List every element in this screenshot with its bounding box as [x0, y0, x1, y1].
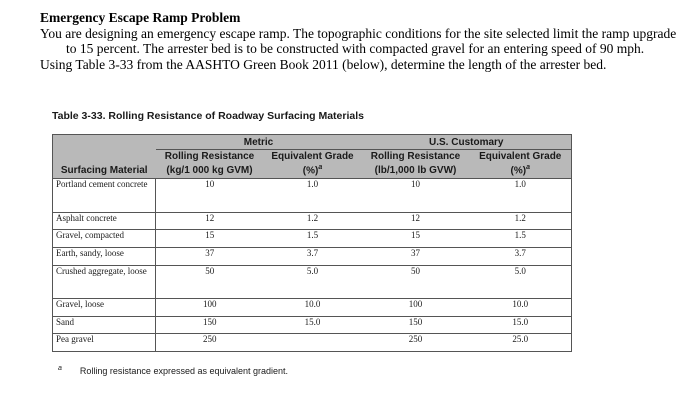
eg-metric-cell [264, 334, 362, 352]
rr-us-cell: 100 [362, 299, 470, 317]
rr-us-cell: 37 [362, 248, 470, 266]
material-cell: Earth, sandy, loose [53, 248, 156, 266]
header-rr-metric: Rolling Resistance [156, 150, 264, 163]
footnote-mark: a [58, 365, 62, 372]
table-row [53, 230, 572, 248]
rr-us-cell: 10 [362, 179, 470, 213]
eg-us-cell: 5.0 [470, 266, 572, 299]
rolling-resistance-table [52, 134, 572, 352]
eg-metric-cell: 1.2 [264, 213, 362, 230]
table-row [53, 248, 572, 266]
eg-us-unit-text: (%) [510, 165, 527, 177]
eg-metric-cell: 1.5 [264, 230, 362, 248]
eg-us-cell: 3.7 [470, 248, 572, 266]
rr-us-cell: 250 [362, 334, 470, 352]
material-cell: Asphalt concrete [53, 213, 156, 230]
rr-metric-cell: 15 [156, 230, 264, 248]
table-caption: Table 3-33. Rolling Resistance of Roadway Surfacing Materials [52, 110, 364, 122]
header-material: Surfacing Material [53, 163, 156, 179]
header-eg-metric: Equivalent Grade [264, 150, 362, 163]
rr-metric-cell: 10 [156, 179, 264, 213]
footnote-marker: a [318, 164, 323, 172]
table-row [53, 334, 572, 352]
eg-us-cell: 10.0 [470, 299, 572, 317]
eg-metric-cell: 5.0 [264, 266, 362, 299]
header-eg-metric-unit [264, 163, 362, 179]
material-cell: Portland cement concrete [53, 179, 156, 213]
header-rr-us-unit: (lb/1,000 lb GVW) [362, 163, 470, 179]
rr-metric-cell: 12 [156, 213, 264, 230]
material-cell: Crushed aggregate, loose [53, 266, 156, 299]
rr-us-cell: 12 [362, 213, 470, 230]
header-group-us: U.S. Customary [362, 135, 572, 150]
material-cell: Gravel, compacted [53, 230, 156, 248]
rr-metric-cell: 150 [156, 317, 264, 334]
table-row [53, 213, 572, 230]
problem-paragraph-2: Using Table 3-33 from the AASHTO Green Book 2011 (below), determine the length of the arrester bed. [40, 56, 607, 72]
header-eg-us: Equivalent Grade [470, 150, 572, 163]
material-cell: Pea gravel [53, 334, 156, 352]
table-row [53, 317, 572, 334]
eg-metric-unit-text: (%) [302, 165, 319, 177]
rr-metric-cell: 250 [156, 334, 264, 352]
problem-paragraph-1-text: You are designing an emergency escape ramp. The topographic conditions for the site selected limit the ramp upgrade to 15 percent. The arrester bed is to be constructed with compacted gravel for an entering speed of 90 mph. [40, 25, 677, 56]
problem-paragraph-1 [40, 26, 690, 57]
rr-metric-cell: 100 [156, 299, 264, 317]
rr-metric-cell: 50 [156, 266, 264, 299]
eg-us-cell: 1.5 [470, 230, 572, 248]
eg-metric-cell: 15.0 [264, 317, 362, 334]
rr-us-cell: 50 [362, 266, 470, 299]
header-blank-2 [53, 150, 156, 163]
header-group-metric: Metric [156, 135, 362, 150]
material-cell: Gravel, loose [53, 299, 156, 317]
header-rr-metric-unit: (kg/1 000 kg GVM) [156, 163, 264, 179]
table-row [53, 179, 572, 213]
eg-us-cell: 25.0 [470, 334, 572, 352]
rr-metric-cell: 37 [156, 248, 264, 266]
eg-us-cell: 15.0 [470, 317, 572, 334]
header-rr-us: Rolling Resistance [362, 150, 470, 163]
header-blank [53, 135, 156, 150]
table-row [53, 266, 572, 299]
eg-metric-cell: 10.0 [264, 299, 362, 317]
rr-us-cell: 150 [362, 317, 470, 334]
footnote-marker: a [526, 164, 530, 172]
material-cell: Sand [53, 317, 156, 334]
footnote-text: Rolling resistance expressed as equivalent gradient. [79, 366, 289, 376]
rr-us-cell: 15 [362, 230, 470, 248]
table-row [53, 299, 572, 317]
problem-statement [40, 10, 690, 72]
header-eg-us-unit [470, 163, 572, 179]
eg-us-cell: 1.2 [470, 213, 572, 230]
table-footnote [58, 365, 288, 376]
eg-metric-cell: 3.7 [264, 248, 362, 266]
problem-title: Emergency Escape Ramp Problem [40, 10, 241, 25]
eg-metric-cell: 1.0 [264, 179, 362, 213]
eg-us-cell: 1.0 [470, 179, 572, 213]
